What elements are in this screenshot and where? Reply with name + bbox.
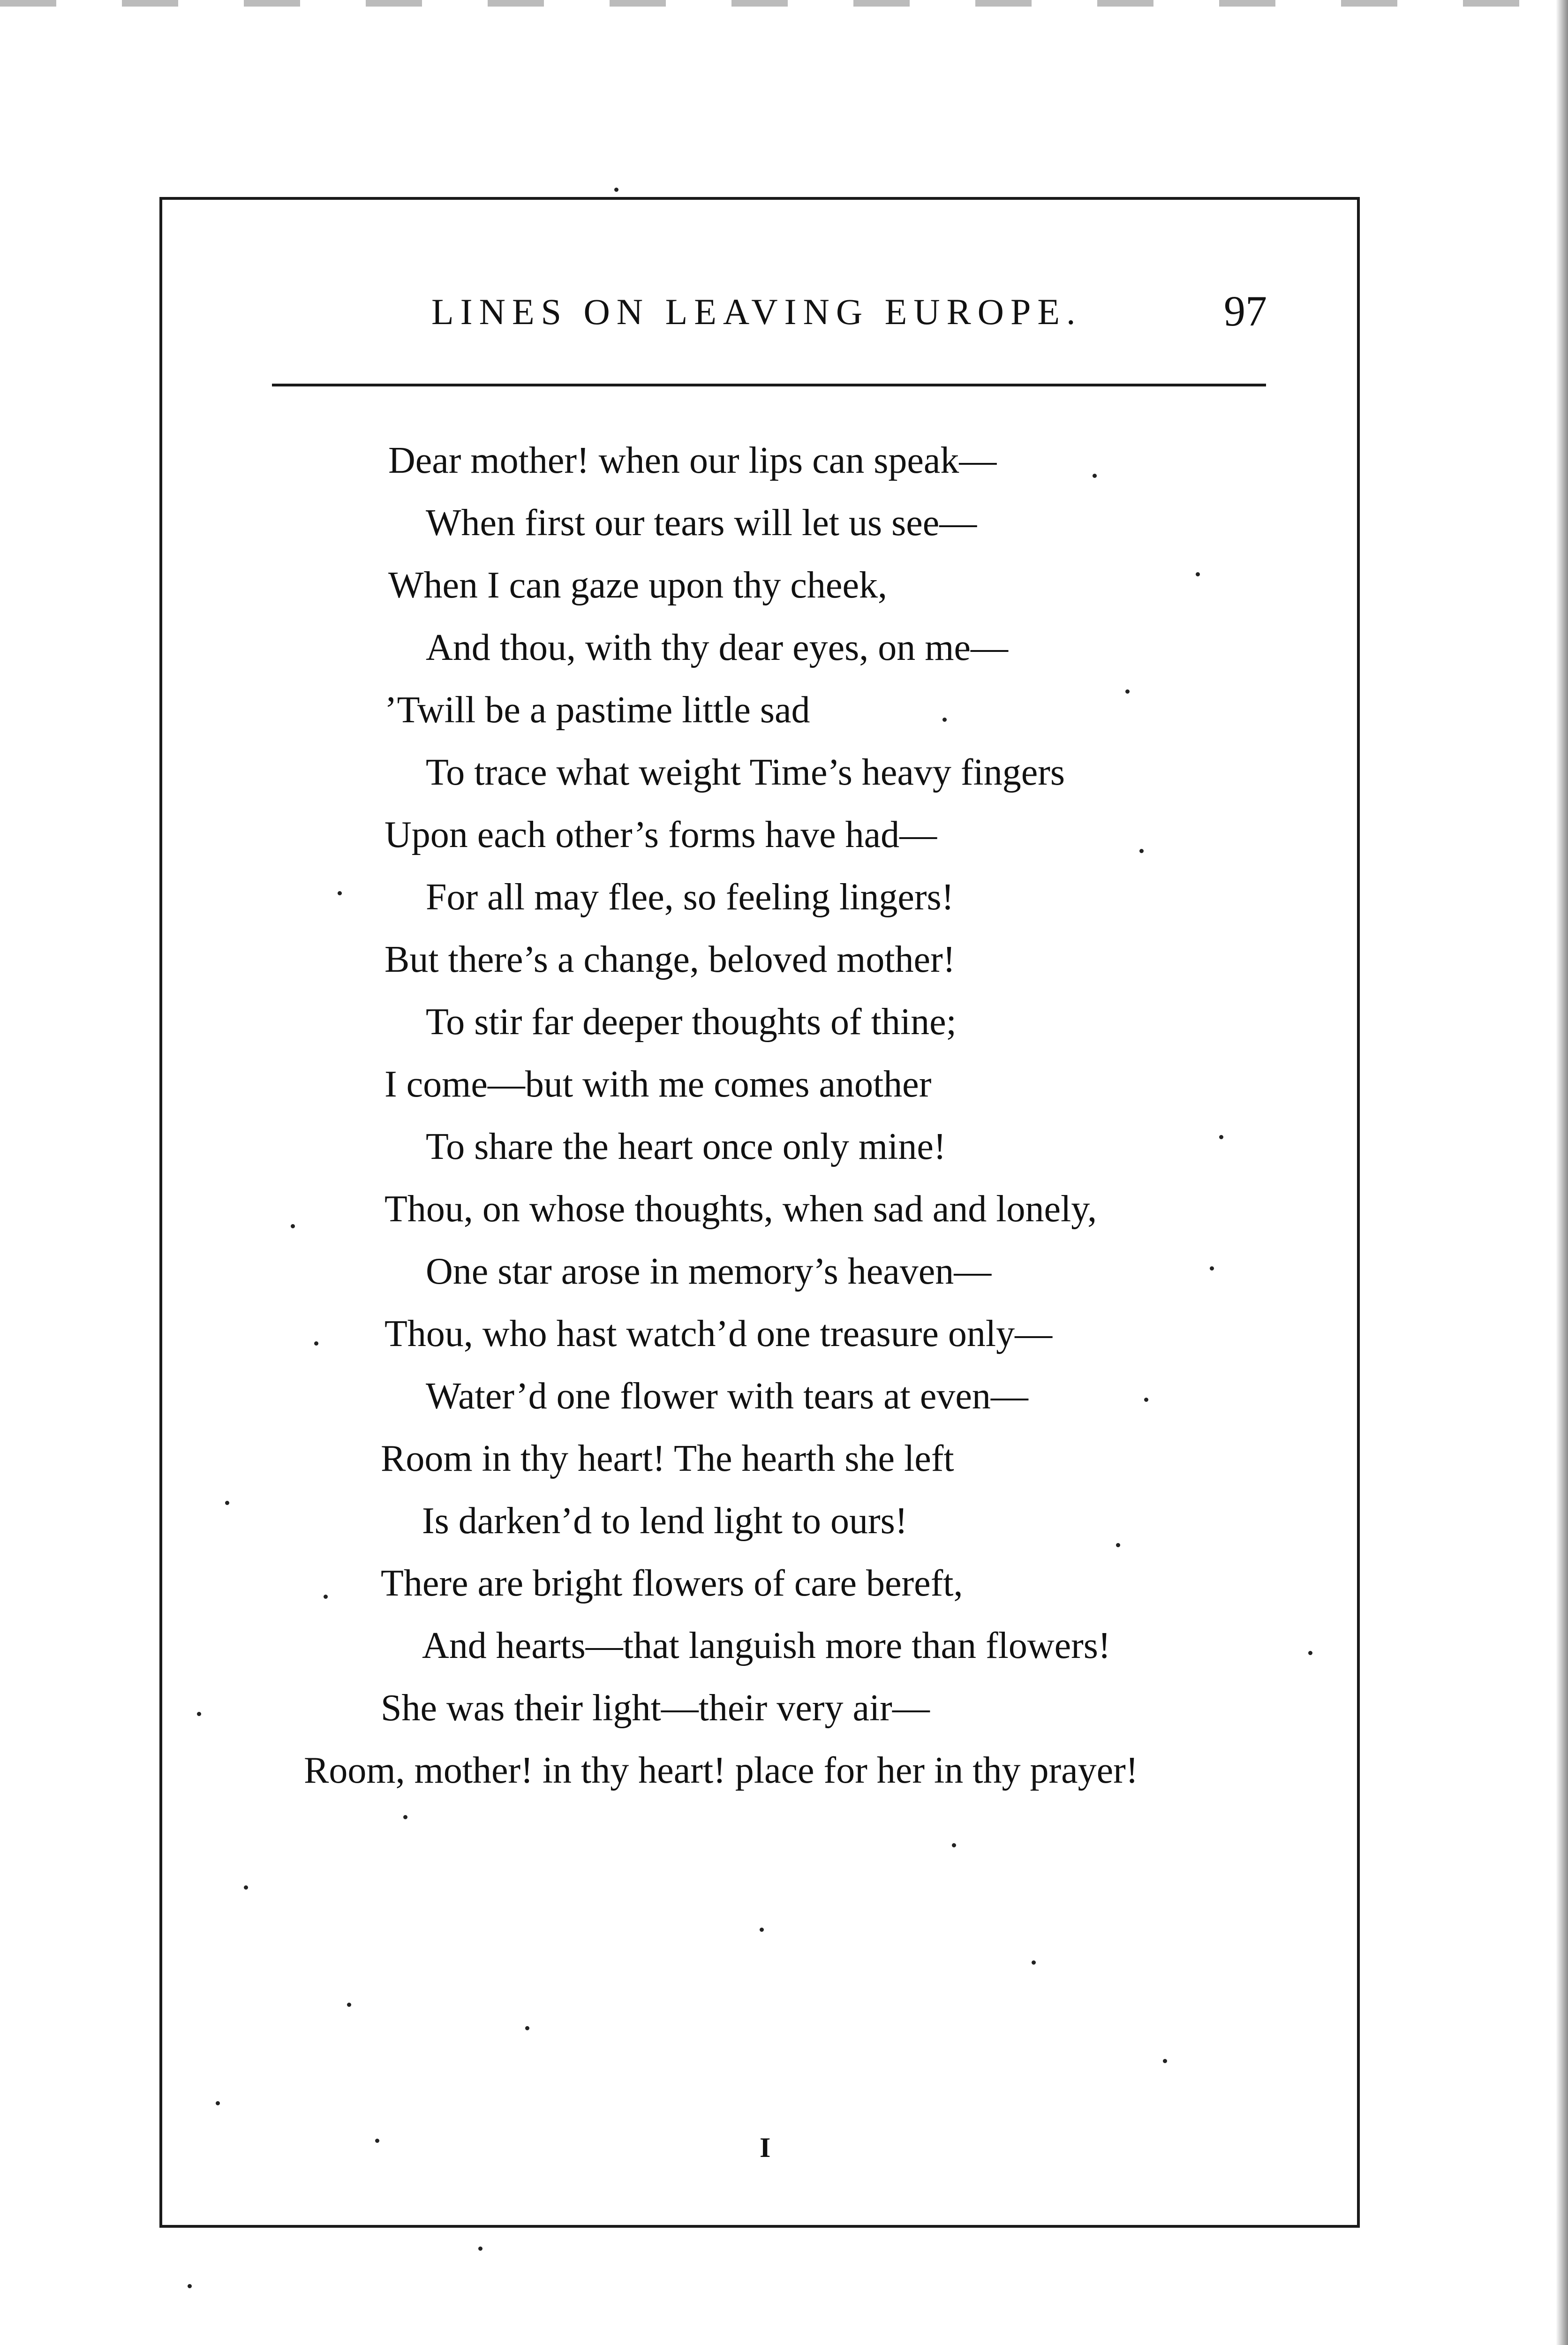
speck (291, 1224, 295, 1228)
poem-line: To trace what weight Time’s heavy fingers (426, 752, 1065, 793)
speck (942, 718, 947, 722)
speck (324, 1595, 328, 1599)
poem-line: One star arose in memory’s heaven— (426, 1251, 992, 1292)
speck (614, 188, 618, 192)
speck (188, 2284, 192, 2288)
poem-line: When first our tears will let us see— (426, 502, 977, 544)
running-title: LINES ON LEAVING EUROPE. (431, 291, 1082, 332)
speck (1032, 1960, 1036, 1965)
speck (225, 1501, 229, 1505)
speck (952, 1843, 956, 1847)
speck (1308, 1651, 1312, 1655)
speck (525, 2026, 529, 2030)
speck (1116, 1543, 1120, 1547)
page-number: 97 (1224, 287, 1267, 335)
speck (760, 1928, 764, 1932)
poem-line: She was their light—their very air— (381, 1687, 930, 1729)
poem-line: But there’s a change, beloved mother! (384, 939, 956, 980)
poem-line: And thou, with thy dear eyes, on me— (426, 627, 1008, 668)
poem-line: Is darken’d to lend light to ours! (422, 1500, 908, 1542)
speck (1144, 1398, 1148, 1402)
speck (1163, 2059, 1167, 2063)
poem-line: And hearts—that languish more than flowers! (422, 1625, 1111, 1666)
speck (375, 2139, 379, 2143)
speck (244, 1885, 248, 1890)
signature-mark: I (760, 2132, 771, 2163)
speck (1125, 689, 1130, 694)
speck (1139, 849, 1144, 853)
poem-line: Dear mother! when our lips can speak— (388, 440, 997, 481)
poem-line: Upon each other’s forms have had— (384, 814, 937, 855)
poem-line: Room, mother! in thy heart! place for her in thy prayer! (304, 1750, 1138, 1791)
speck (216, 2101, 220, 2105)
poem-line: To share the heart once only mine! (426, 1126, 946, 1167)
poem-line: For all may flee, so feeling lingers! (426, 877, 954, 918)
poem-line: I come—but with me comes another (384, 1064, 932, 1105)
speck (1210, 1266, 1214, 1271)
speck (314, 1341, 318, 1346)
poem-line: Water’d one flower with tears at even— (426, 1376, 1028, 1417)
speck (478, 2247, 482, 2251)
speck (403, 1815, 407, 1819)
poem-line: ’Twill be a pastime little sad (384, 689, 810, 731)
speck (1093, 474, 1097, 478)
poem-line: Room in thy heart! The hearth she left (381, 1438, 954, 1479)
poem-line: Thou, on whose thoughts, when sad and lonely, (384, 1188, 1097, 1230)
poem-line: When I can gaze upon thy cheek, (388, 565, 887, 606)
speck (1196, 572, 1200, 576)
speck (197, 1712, 201, 1716)
poem-line: Thou, who hast watch’d one treasure only— (384, 1313, 1053, 1354)
speck (1219, 1135, 1223, 1139)
poem-line: There are bright flowers of care bereft, (381, 1563, 963, 1604)
poem-line: To stir far deeper thoughts of thine; (426, 1001, 957, 1043)
speck (347, 2003, 351, 2007)
speck (338, 891, 342, 895)
